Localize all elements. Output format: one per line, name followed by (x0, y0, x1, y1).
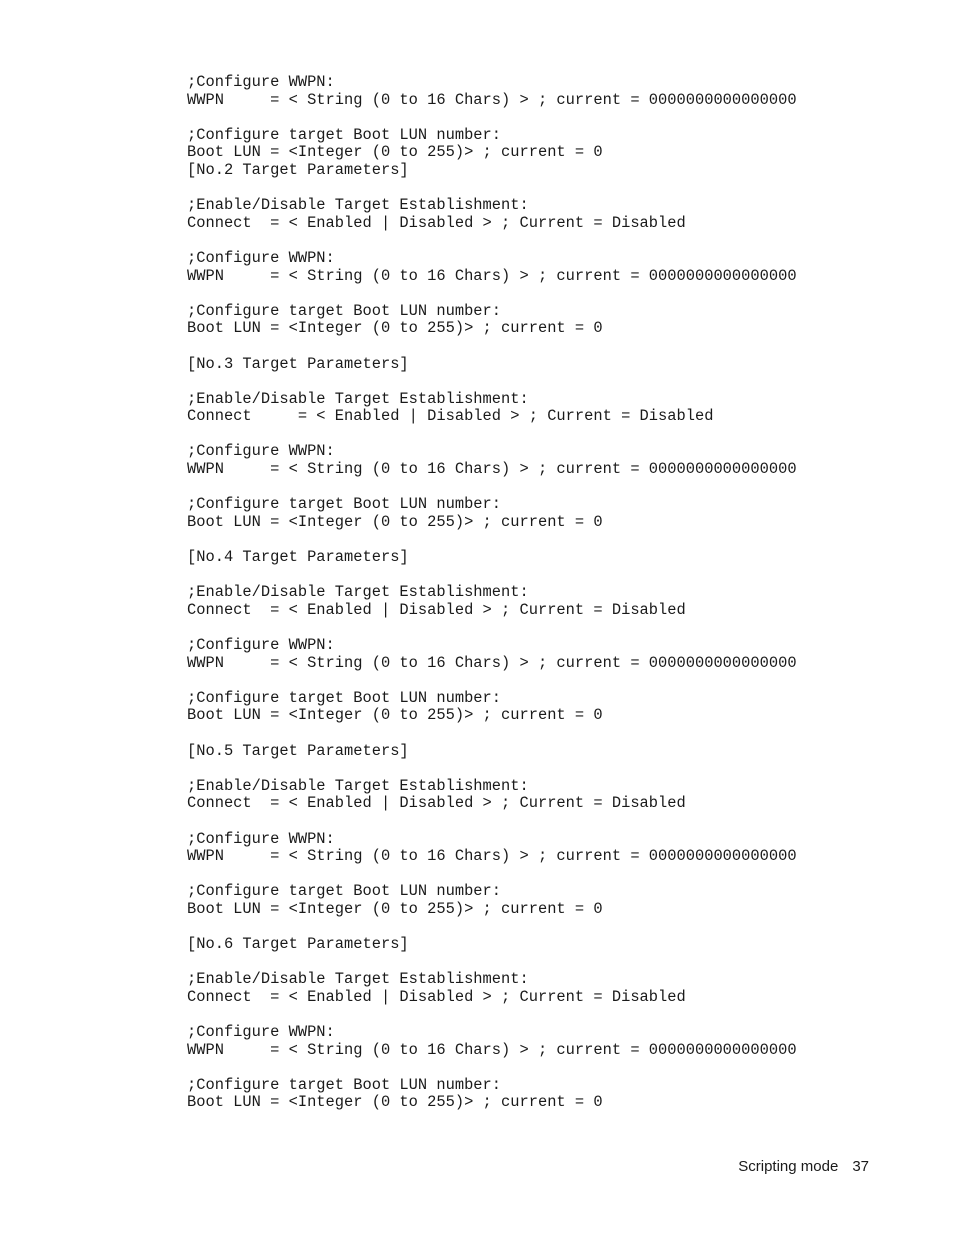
code-line (187, 919, 887, 937)
code-line: ;Enable/Disable Target Establishment: (187, 196, 529, 215)
code-line (187, 232, 887, 250)
code-line: Connect = < Enabled | Disabled > ; Current = Disabled (187, 213, 686, 232)
page-number: 37 (852, 1158, 869, 1175)
code-line (187, 285, 887, 303)
code-line (187, 760, 887, 778)
code-line: ;Configure WWPN: (187, 248, 335, 267)
code-line: ;Enable/Disable Target Establishment: (187, 970, 529, 989)
code-line: Connect = < Enabled | Disabled > ; Current = Disabled (187, 987, 686, 1006)
code-line: ;Configure target Boot LUN number: (187, 125, 502, 144)
code-line (187, 479, 887, 497)
code-line: ;Configure WWPN: (187, 829, 335, 848)
code-line (187, 531, 887, 549)
code-line: Boot LUN = <Integer (0 to 255)> ; current = 0 (187, 706, 603, 725)
code-line: [No.6 Target Parameters] (187, 935, 409, 954)
code-line: WWPN = < String (0 to 16 Chars) > ; current = 0000000000000000 (187, 1040, 797, 1059)
code-line: ;Configure target Boot LUN number: (187, 688, 502, 707)
code-line (187, 373, 887, 391)
code-line: ;Configure WWPN: (187, 1023, 335, 1042)
code-line: ;Enable/Disable Target Establishment: (187, 389, 529, 408)
code-line: Boot LUN = <Integer (0 to 255)> ; current = 0 (187, 512, 603, 531)
code-line: ;Configure target Boot LUN number: (187, 301, 502, 320)
code-line: Boot LUN = <Integer (0 to 255)> ; current = 0 (187, 899, 603, 918)
code-line: ;Configure target Boot LUN number: (187, 882, 502, 901)
code-line: [No.2 Target Parameters] (187, 160, 409, 179)
code-line: Boot LUN = <Integer (0 to 255)> ; current = 0 (187, 143, 603, 162)
code-line (187, 567, 887, 585)
code-line (187, 672, 887, 690)
page-footer (738, 1158, 869, 1175)
code-line (187, 725, 887, 743)
code-line: ;Configure target Boot LUN number: (187, 495, 502, 514)
code-line: [No.5 Target Parameters] (187, 741, 409, 760)
code-line: WWPN = < String (0 to 16 Chars) > ; current = 0000000000000000 (187, 266, 797, 285)
code-line (187, 954, 887, 972)
code-line (187, 1059, 887, 1077)
code-line: ;Enable/Disable Target Establishment: (187, 776, 529, 795)
code-line: ;Configure WWPN: (187, 636, 335, 654)
code-line (187, 109, 887, 127)
code-line: ;Configure WWPN: (187, 73, 335, 91)
code-line (187, 180, 887, 198)
code-line (187, 1006, 887, 1024)
code-line: ;Enable/Disable Target Establishment: (187, 583, 529, 602)
code-line: Connect = < Enabled | Disabled > ; Current = Disabled (187, 407, 714, 426)
code-line: [No.3 Target Parameters] (187, 354, 409, 373)
code-line: ;Configure target Boot LUN number: (187, 1075, 502, 1094)
code-line (187, 338, 887, 356)
code-line: Boot LUN = <Integer (0 to 255)> ; current = 0 (187, 319, 603, 338)
code-listing (187, 74, 887, 1112)
code-line (187, 426, 887, 444)
footer-section-title: Scripting mode (738, 1158, 839, 1175)
code-line: WWPN = < String (0 to 16 Chars) > ; current = 0000000000000000 (187, 90, 797, 109)
code-line: WWPN = < String (0 to 16 Chars) > ; current = 0000000000000000 (187, 653, 797, 672)
code-line: Connect = < Enabled | Disabled > ; Current = Disabled (187, 600, 686, 619)
code-line: ;Configure WWPN: (187, 442, 335, 461)
code-line (187, 619, 887, 637)
code-line: WWPN = < String (0 to 16 Chars) > ; current = 0000000000000000 (187, 847, 797, 866)
code-line: Boot LUN = <Integer (0 to 255)> ; current = 0 (187, 1093, 603, 1112)
code-line: [No.4 Target Parameters] (187, 548, 409, 567)
code-line (187, 813, 887, 831)
code-line (187, 866, 887, 884)
code-line: WWPN = < String (0 to 16 Chars) > ; current = 0000000000000000 (187, 460, 797, 479)
code-line: Connect = < Enabled | Disabled > ; Current = Disabled (187, 794, 686, 813)
